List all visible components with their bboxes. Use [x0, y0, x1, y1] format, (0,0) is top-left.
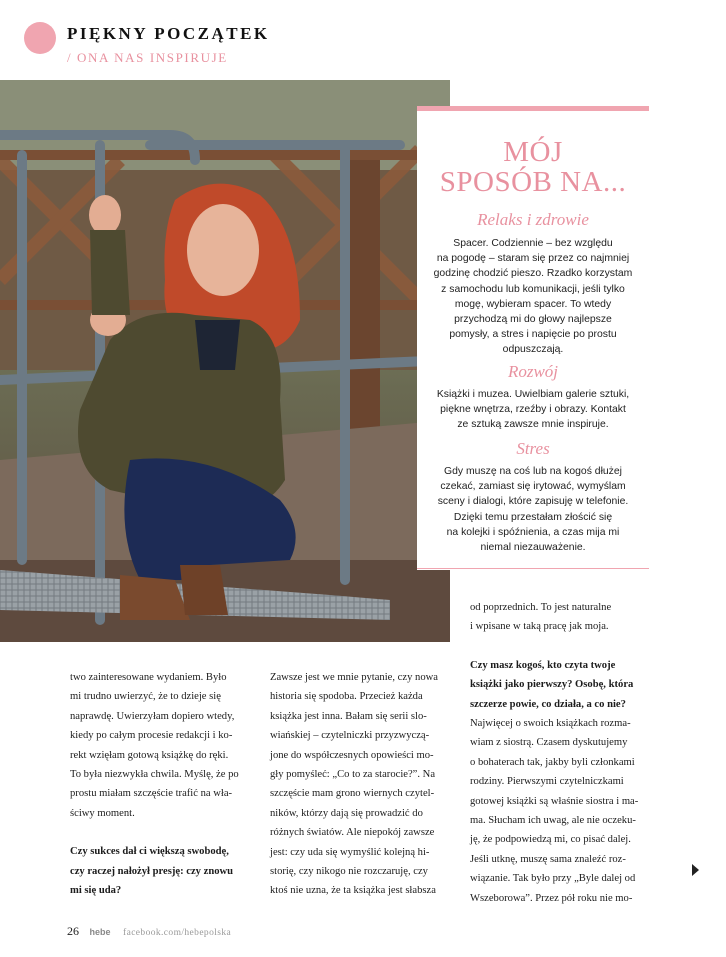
article-line: wiązanie. Tak było przy „Byle dalej od [470, 873, 636, 885]
article-line: ma. Słucham ich uwag, ale nie oczeku- [470, 815, 636, 827]
article-paragraph [70, 668, 250, 823]
sidebar-text-line: Spacer. Codziennie – bez względu [453, 238, 613, 249]
article-line: mi trudno uwierzyć, że to dzieje się [70, 691, 221, 703]
sidebar-heading-relax: Relaks i zdrowie [477, 210, 589, 229]
sidebar-text-line: przychodzą mi do głowy najlepsze [454, 314, 612, 326]
article-line: od poprzednich. To jest naturalne [470, 602, 612, 613]
sidebar-text-line: niemal niezauważenie. [480, 542, 586, 554]
sidebar-title-line1: MÓJ [503, 136, 563, 168]
section-marker-dot [24, 22, 56, 54]
sidebar-text-line: Książki i muzea. Uwielbiam galerie sztuki, [436, 389, 630, 400]
article-line: Czy sukces dał ci większą swobodę, [70, 846, 229, 858]
article-line: i wpisane w taką pracę jak moja. [470, 621, 609, 633]
sidebar-text-line: Dzięki temu przestałam złościć się [453, 511, 613, 523]
article-line: mi się uda? [70, 885, 122, 897]
article-column-1 [70, 668, 250, 900]
article-line: naprawdę. Uwierzyłam dopiero wtedy, [70, 710, 235, 722]
article-line: storię, czy nikogo nie rozczaruję, czy [270, 866, 428, 878]
article-line: Wszeborowa”. Przez pół roku nie mo- [470, 892, 633, 904]
article-line: To była niezwykła chwila. Myślę, że po [70, 769, 239, 781]
sidebar-text-growth [427, 387, 639, 433]
article-paragraph [470, 714, 648, 908]
article-line: ktoś nie uzna, że ta książka jest słabsza [270, 885, 436, 897]
sidebar-text-line: piękne wnętrza, rzeźby i obrazy. Kontakt [440, 404, 626, 416]
sidebar-heading-growth: Rozwój [507, 362, 559, 381]
article-line: jone do współczesnych opowieści mo- [270, 749, 434, 761]
sidebar-text-line: na pogodę – staram się przez co najmniej [436, 253, 630, 265]
article-line: prostu miałam szczęście trafić na wła- [70, 788, 233, 800]
sidebar-text-line: z samochodu lub komunikacji, jeśli tylko [441, 283, 625, 295]
facebook-link[interactable]: facebook.com/hebepolska [123, 928, 232, 938]
sidebar-heading-stress: Stres [516, 439, 550, 458]
article-line: two zainteresowane wydaniem. Było [70, 672, 227, 683]
sidebar-text-stress [427, 464, 639, 555]
sidebar-text-line: mogę, wybieram spacer. To wtedy [454, 298, 612, 310]
article-line: wiam z siostrą. Czasem dyskutujemy [470, 737, 628, 749]
article-line: szczerze powie, co działa, a co nie? [470, 698, 626, 710]
sidebar-text-line: odpuszczają. [502, 344, 564, 356]
woman-on-bridge-photo [0, 80, 450, 642]
article-line: Czy masz kogoś, kto czyta twoje [470, 659, 616, 671]
article-line: o bohaterach tak, jakby byli członkami [470, 756, 635, 768]
sidebar-title-line2: SPOSÓB NA... [439, 166, 627, 198]
article-line: historia się spodoba. Przecież każda [270, 691, 423, 703]
article-question [70, 842, 250, 900]
sidebar-text-line: na kolejki i spóźnienia, a czas mija mi [446, 526, 620, 538]
article-paragraph [470, 598, 648, 637]
article-line: wiańskiej – czytelniczki przyzwyczą- [270, 730, 430, 742]
article-line: kiedy po całym procesie redakcji i ko- [70, 730, 233, 742]
article-line: rodziny. Pierwszymi czytelniczkami [470, 776, 624, 788]
section-title: PIĘKNY POCZĄTEK [67, 24, 270, 43]
photo-illustration [0, 80, 450, 642]
article-line: szczęście mam grono wiernych czytel- [270, 788, 435, 800]
sidebar-text-line: godzinę chodzić pieszo. Rzadko korzystam [433, 268, 633, 280]
article-line: Najwięcej o swoich książkach rozma- [470, 718, 631, 730]
section-subtitle: / ONA NAS INSPIRUJE [67, 50, 228, 65]
article-column-2 [270, 668, 450, 901]
article-line: czy raczej nałożył presję: czy znowu [70, 865, 234, 877]
sidebar-text-line: ze sztuką zawsze mnie inspiruje. [457, 419, 609, 431]
sidebar-title [417, 137, 649, 197]
sidebar-text-line: sceny i dialogi, które zapisuję w telefonie. [437, 496, 629, 508]
article-line: Zawsze jest we mnie pytanie, czy nowa [270, 672, 438, 683]
article-line: gły pomyśleć: „Co to za starocie?”. Na [270, 769, 436, 781]
article-line: ję, że podpowiedzą mi, co pisać dalej. [470, 834, 631, 846]
sidebar-text-line: czekać, zamiast się irytować, wymyślam [440, 481, 626, 493]
page-number: 26 [67, 924, 79, 938]
article-column-3 [470, 598, 648, 908]
article-line: jest: czy uda się wymyślić kolejną hi- [270, 846, 430, 858]
sidebar-box-my-way [417, 106, 649, 570]
article-question [470, 656, 648, 714]
article-line: książki jako pierwszy? Osobę, która [470, 679, 634, 691]
article-line: gotowej książki są właśnie siostra i ma- [470, 795, 639, 807]
article-line: Jeśli utknę, muszę sama znaleźć roz- [470, 853, 626, 865]
article-line: książka jest inna. Bałam się serii slo- [270, 710, 427, 722]
brand-logo: hebe [89, 927, 111, 937]
article-line: różnych światów. Ale niepokój zawsze [270, 827, 435, 839]
article-line: ściwy moment. [70, 807, 135, 819]
continue-arrow-icon [692, 864, 699, 876]
article-line: rekt wzięłam gotową książkę do ręki. [70, 749, 229, 761]
article-line: ników, którzy dają się prowadzić do [270, 807, 423, 819]
sidebar-text-line: Gdy muszę na coś lub na kogoś dłużej [444, 466, 622, 477]
page-footer [67, 924, 231, 939]
article-paragraph [270, 668, 450, 901]
sidebar-text-line: pomysły, a stres i napięcie po prostu [449, 329, 617, 341]
sidebar-text-relax [427, 236, 639, 358]
sidebar-bottom-rule [417, 568, 649, 569]
